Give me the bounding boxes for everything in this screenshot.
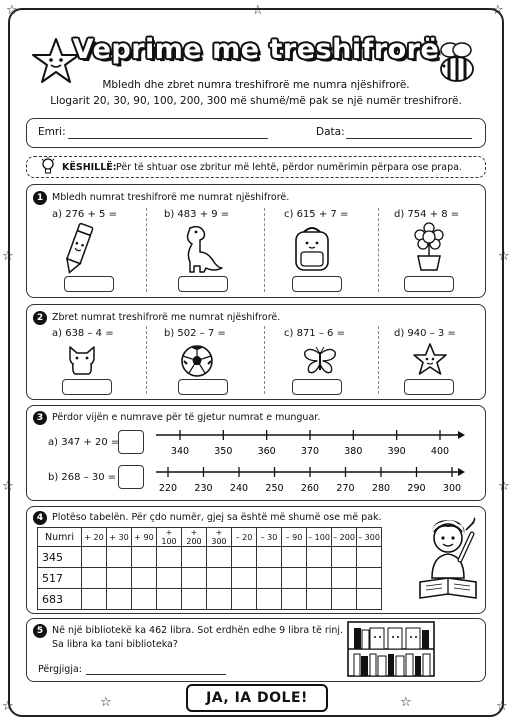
s1-problem-a: a) 276 + 5 = [52,209,117,220]
number-line-tick-label: 260 [300,483,320,494]
s2-answer-b[interactable] [178,379,228,395]
table-header: – 90 [282,528,307,547]
s2-answer-a[interactable] [62,379,112,395]
table-header: – 300 [357,528,382,547]
table-cell[interactable] [82,547,107,568]
pencil-icon [58,222,98,276]
table-header: – 100 [307,528,332,547]
section-5-line-2: Sa libra ka tani biblioteka? [52,639,178,650]
dinosaur-icon [176,222,224,274]
s1-answer-d[interactable] [404,276,454,292]
s2-problem-d: d) 940 – 3 = [394,328,456,339]
number-line-tick-label: 250 [265,483,284,494]
table-cell[interactable] [282,589,307,610]
tip-label: KËSHILLË: [62,162,117,173]
date-field[interactable] [346,138,472,139]
table-header-row [38,528,382,547]
table-cell[interactable] [257,589,282,610]
table-cell[interactable] [357,547,382,568]
section-3-instruction: Përdor vijën e numrave për të gjetur numrat e munguar. [52,412,321,423]
lightbulb-icon [40,157,56,177]
number-line-tick-label: 370 [300,446,320,457]
table-header: Numri [38,528,82,547]
number-line-tick-label: 380 [344,446,363,457]
star-doodle-icon: ☆ [252,3,264,18]
divider [378,208,379,292]
number-line-a [152,424,466,458]
table-header: + 90 [132,528,157,547]
section-1-instruction: Mbledh numrat treshifrorë me numrat njëshifrorë. [52,192,290,203]
s2-problem-c: c) 871 – 6 = [284,328,345,339]
table-header: + 200 [182,528,207,547]
s1-problem-b: b) 483 + 9 = [164,209,230,220]
table-row [38,547,382,568]
table-cell[interactable] [82,589,107,610]
divider [146,326,147,394]
page-title: Veprime me treshifrorë [72,34,440,65]
operations-table [37,527,382,610]
table-header: – 200 [332,528,357,547]
star-doodle-icon: ☆ [400,695,412,710]
s3-problem-a: a) 347 + 20 = [48,437,120,448]
s2-problem-b: b) 502 – 7 = [164,328,226,339]
number-line-b [152,461,466,495]
table-cell[interactable] [182,589,207,610]
table-cell[interactable] [232,589,257,610]
table-cell[interactable] [107,568,132,589]
table-header: + 300 [207,528,232,547]
table-cell[interactable] [132,589,157,610]
table-row [38,589,382,610]
number-line-tick-label: 280 [371,483,391,494]
table-cell[interactable] [357,589,382,610]
name-label: Emri: [38,126,66,138]
table-cell[interactable] [132,568,157,589]
s3-answer-b[interactable] [118,465,144,489]
name-field[interactable] [68,138,268,139]
star-doodle-icon: ☆ [2,699,14,714]
star-doodle-icon: ☆ [498,249,510,264]
number-line-tick-label: 290 [407,483,426,494]
star-doodle-icon: ☆ [492,3,504,18]
table-cell[interactable] [182,547,207,568]
table-cell[interactable] [307,568,332,589]
table-cell[interactable] [232,547,257,568]
boy-reading-icon [418,516,480,610]
answer-label: Përgjigja: [38,664,82,675]
number-line-tick-label: 220 [158,483,178,494]
s3-answer-a[interactable] [118,430,144,454]
table-cell[interactable] [257,547,282,568]
table-cell[interactable] [357,568,382,589]
table-header: + 30 [107,528,132,547]
star-doodle-icon: ☆ [2,479,14,494]
table-cell[interactable] [332,568,357,589]
divider [264,208,265,292]
footer-banner: JA, IA DOLE! [186,684,328,712]
number-line-tick-label: 300 [442,483,462,494]
row-number: 517 [38,568,82,589]
subtitle-line-2: Llogarit 20, 30, 90, 100, 200, 300 më shumë/më pak se një numër treshifrorë. [50,95,462,107]
backpack-icon [290,224,334,272]
table-cell[interactable] [182,568,207,589]
table-cell[interactable] [157,589,182,610]
table-header: + 20 [82,528,107,547]
section-5-line-1: Në një bibliotekë ka 462 libra. Sot erdhën edhe 9 libra të rinj. [52,625,344,636]
row-number: 345 [38,547,82,568]
s1-problem-c: c) 615 + 7 = [284,209,349,220]
number-line-tick-label: 240 [229,483,249,494]
table-cell[interactable] [107,589,132,610]
subtitle-line-1: Mbledh dhe zbret numra treshifrorë me numra njëshifrorë. [102,79,410,91]
s1-answer-b[interactable] [178,276,228,292]
star-doodle-icon: ☆ [2,249,14,264]
table-cell[interactable] [157,547,182,568]
table-cell[interactable] [82,568,107,589]
table-cell[interactable] [282,568,307,589]
table-header: – 30 [257,528,282,547]
table-cell[interactable] [207,568,232,589]
table-cell[interactable] [207,547,232,568]
s2-answer-d[interactable] [404,379,454,395]
section-1-number: 1 [33,191,47,205]
section-5-number: 5 [33,624,47,638]
cat-icon [64,344,100,376]
butterfly-icon [302,346,338,376]
star-icon [412,342,448,378]
table-cell[interactable] [332,589,357,610]
s1-answer-a[interactable] [64,276,114,292]
star-doodle-icon: ☆ [498,479,510,494]
s2-problem-a: a) 638 – 4 = [52,328,114,339]
star-doodle-icon: ☆ [496,699,508,714]
s1-problem-d: d) 754 + 8 = [394,209,460,220]
number-line-tick-label: 360 [257,446,276,457]
table-cell[interactable] [307,547,332,568]
divider [146,208,147,292]
s3-problem-b: b) 268 – 30 = [48,472,117,483]
flower-pot-icon [410,222,448,272]
section-2-number: 2 [33,311,47,325]
table-cell[interactable] [332,547,357,568]
name-date-box [26,118,486,148]
table-header: – 20 [232,528,257,547]
table-cell[interactable] [157,568,182,589]
table-cell[interactable] [232,568,257,589]
number-line-tick-label: 400 [430,446,450,457]
number-line-tick-label: 390 [387,446,406,457]
table-cell[interactable] [107,547,132,568]
number-line-tick-label: 350 [214,446,233,457]
date-label: Data: [316,126,345,138]
star-doodle-icon: ☆ [100,695,112,710]
bookshelf-icon [346,620,436,678]
row-number: 683 [38,589,82,610]
table-row [38,568,382,589]
soccer-ball-icon [180,344,214,378]
section-4-number: 4 [33,511,47,525]
divider [264,326,265,394]
divider [378,326,379,394]
table-cell[interactable] [307,589,332,610]
s2-answer-c[interactable] [292,379,342,395]
tip-text: Për të shtuar ose zbritur më lehtë, përdor numërimin përpara ose prapa. [116,162,462,173]
number-line-tick-label: 230 [194,483,213,494]
table-cell[interactable] [282,547,307,568]
s1-answer-c[interactable] [292,276,342,292]
number-line-tick-label: 340 [170,446,190,457]
section-3-number: 3 [33,411,47,425]
number-line-tick-label: 270 [336,483,355,494]
section-2-instruction: Zbret numrat treshifrorë me numrat njëshifrorë. [52,312,281,323]
star-doodle-icon: ☆ [6,3,18,18]
table-cell[interactable] [132,547,157,568]
section-4-instruction: Plotëso tabelën. Për çdo numër, gjej sa është më shumë ose më pak. [52,512,382,523]
table-header: + 100 [157,528,182,547]
table-cell[interactable] [207,589,232,610]
answer-field[interactable] [86,674,226,675]
table-cell[interactable] [257,568,282,589]
